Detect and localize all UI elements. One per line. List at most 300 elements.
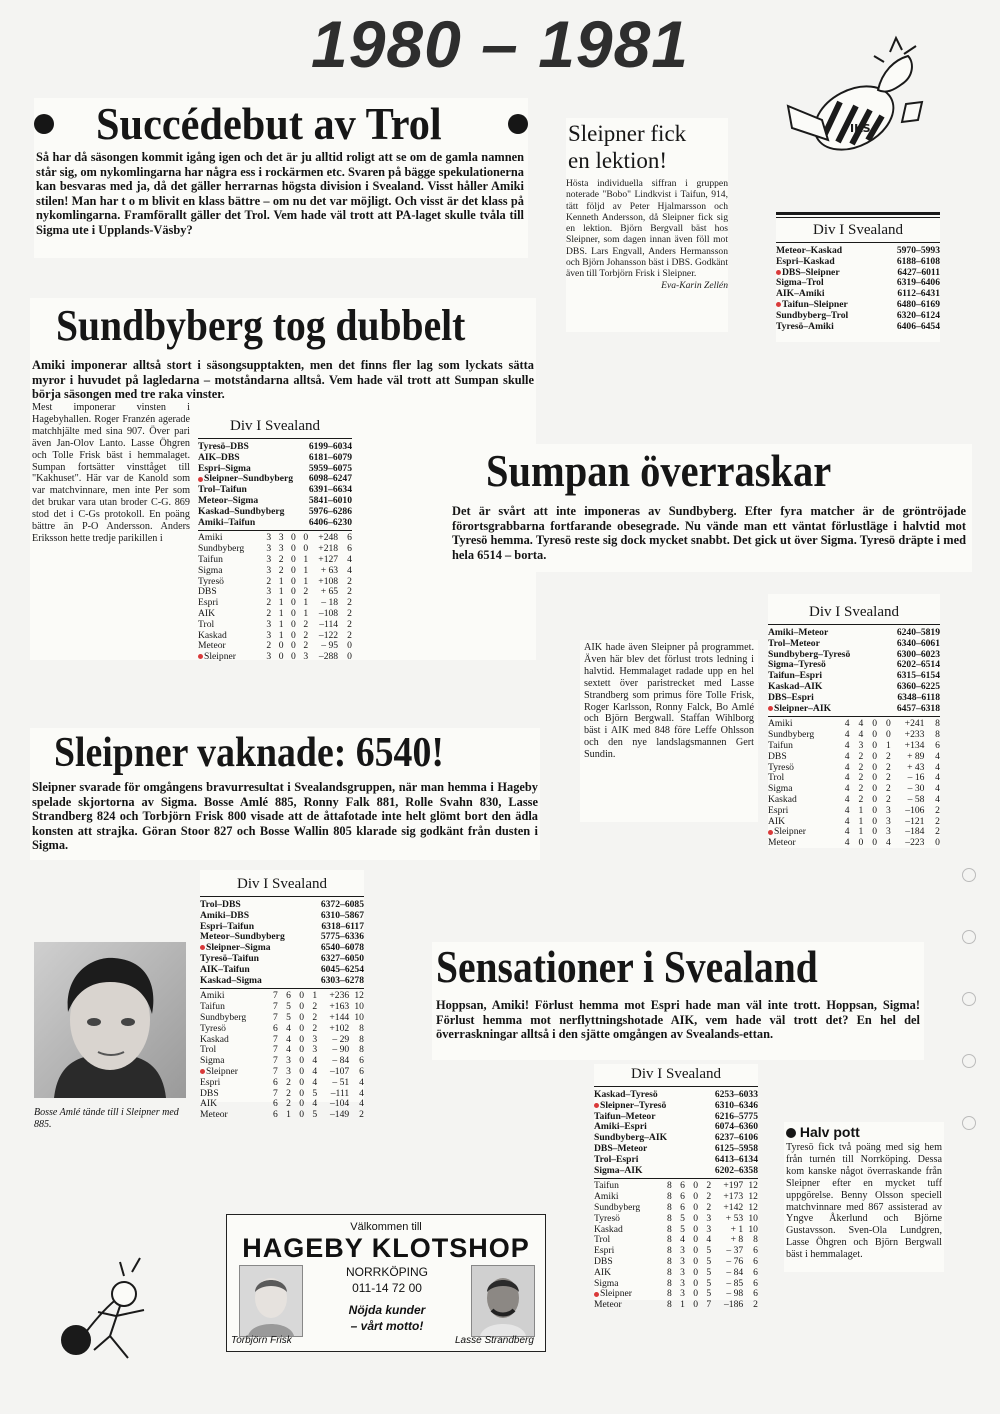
difference: –106 bbox=[905, 804, 925, 816]
match-score: 6457–6318 bbox=[896, 702, 940, 714]
team-name: Espri bbox=[768, 804, 789, 816]
cartoon-runner bbox=[40, 1254, 180, 1374]
team-name: Trol bbox=[200, 1044, 217, 1056]
lost: 3 bbox=[303, 651, 309, 663]
drawn: 0 bbox=[872, 750, 877, 762]
marker-dot bbox=[200, 945, 205, 950]
points: 6 bbox=[753, 1255, 758, 1267]
match-row bbox=[776, 322, 940, 333]
points: 2 bbox=[347, 586, 352, 598]
lost: 2 bbox=[706, 1201, 712, 1213]
team-name: Espri bbox=[198, 597, 219, 609]
drawn: 0 bbox=[299, 1044, 305, 1056]
match-score: 6310–6346 bbox=[714, 1099, 758, 1111]
played: 3 bbox=[266, 586, 272, 598]
played: 7 bbox=[273, 1044, 278, 1056]
article-body: Tyresö fick två poäng med sig hem från turnén till Norrköping. Dessa kom kanske något överraskande från Sleipner efter en mycket tuff uppgörelse. Benny Olsson speciell matchvinnare med 867 assisterad av Yngve Åkerlund och Björne Gustavsson. Sven-Ola Lundgren, Lasse Öhgren och Björn Bergwall bäst i hemmalaget. bbox=[786, 1142, 942, 1261]
won: 0 bbox=[278, 651, 284, 663]
drawn: 0 bbox=[693, 1299, 699, 1311]
lost: 5 bbox=[706, 1288, 712, 1300]
standings-row bbox=[594, 1300, 758, 1311]
match-teams: Taifun–Espri bbox=[768, 670, 823, 682]
binder-holes bbox=[962, 868, 976, 1128]
difference: + 1 bbox=[730, 1223, 744, 1235]
lost: 2 bbox=[706, 1180, 712, 1192]
drawn: 0 bbox=[291, 564, 296, 576]
article-succedebut bbox=[34, 98, 528, 258]
lost: 4 bbox=[706, 1234, 712, 1246]
played: 4 bbox=[844, 729, 850, 741]
table-div1-round-b bbox=[198, 412, 352, 663]
points: 4 bbox=[935, 761, 940, 773]
lost: 2 bbox=[885, 761, 891, 773]
standings-row bbox=[594, 1268, 758, 1279]
article-lead: Amiki imponerar alltså stort i säsongsupptakten, men det finns fler lag som lyckats sätta myror i huvudet på lagledarna – motståndarna alltså. Vem hade väl trott att Sumpan skulle börja säsongen med tre raka vinster. bbox=[32, 358, 534, 402]
lost: 2 bbox=[303, 618, 309, 630]
points: 2 bbox=[935, 804, 940, 816]
match-row bbox=[594, 1166, 758, 1177]
table-div1-round-d bbox=[200, 870, 364, 1121]
drawn: 0 bbox=[872, 804, 877, 816]
lost: 3 bbox=[885, 804, 891, 816]
match-score: 6406–6454 bbox=[896, 320, 940, 332]
marker-dot bbox=[200, 1069, 205, 1074]
difference: +142 bbox=[723, 1201, 744, 1213]
drawn: 0 bbox=[872, 783, 877, 795]
played: 3 bbox=[266, 629, 272, 641]
match-list bbox=[200, 900, 364, 986]
drawn: 0 bbox=[693, 1191, 699, 1203]
match-teams: Kaskad–AIK bbox=[768, 680, 823, 692]
points: 6 bbox=[753, 1288, 758, 1300]
drawn: 0 bbox=[291, 575, 296, 587]
played: 8 bbox=[667, 1180, 672, 1192]
difference: – 84 bbox=[726, 1266, 744, 1278]
match-score: 6181–6079 bbox=[308, 451, 352, 463]
lost: 3 bbox=[885, 815, 891, 827]
match-teams: Sundbyberg–Trol bbox=[776, 309, 849, 321]
points: 6 bbox=[935, 739, 940, 751]
team-name: AIK bbox=[198, 607, 216, 619]
lost: 2 bbox=[885, 793, 891, 805]
won: 1 bbox=[278, 575, 284, 587]
won: 5 bbox=[286, 1011, 291, 1023]
lost: 5 bbox=[706, 1266, 712, 1278]
points: 2 bbox=[359, 1109, 364, 1121]
article-sumpan bbox=[446, 444, 972, 572]
difference: –114 bbox=[319, 618, 339, 630]
standings-row bbox=[200, 1024, 364, 1035]
team-name: Sleipner bbox=[198, 652, 263, 663]
won: 1 bbox=[278, 586, 284, 598]
played: 3 bbox=[266, 543, 272, 555]
difference: +248 bbox=[318, 532, 339, 544]
drawn: 0 bbox=[693, 1223, 699, 1235]
mascot-drawing bbox=[782, 32, 930, 160]
difference: –149 bbox=[330, 1109, 350, 1121]
team-name: Meteor bbox=[594, 1299, 622, 1311]
ad-city: NORRKÖPING bbox=[345, 1265, 428, 1279]
won: 1 bbox=[278, 597, 284, 609]
played: 7 bbox=[273, 1055, 278, 1067]
difference: –104 bbox=[330, 1098, 350, 1110]
played: 2 bbox=[266, 597, 272, 609]
played: 8 bbox=[667, 1299, 672, 1311]
difference: – 51 bbox=[332, 1076, 350, 1088]
match-score: 6391–6634 bbox=[308, 484, 352, 496]
difference: – 98 bbox=[726, 1288, 744, 1300]
match-teams: Sigma–Tyresö bbox=[768, 659, 826, 671]
played: 4 bbox=[844, 750, 850, 762]
match-teams: Sleipner–Sundbyberg bbox=[198, 474, 293, 485]
match-teams: Taifun–Meteor bbox=[594, 1110, 656, 1122]
lost: 2 bbox=[885, 783, 891, 795]
team-name: Espri bbox=[594, 1245, 615, 1257]
points: 8 bbox=[935, 729, 940, 741]
points: 4 bbox=[935, 793, 940, 805]
match-score: 6125–5958 bbox=[714, 1142, 758, 1154]
drawn: 0 bbox=[291, 586, 296, 598]
match-teams: Kaskad–Sundbyberg bbox=[198, 505, 285, 517]
played: 8 bbox=[667, 1234, 672, 1246]
match-teams: Trol–DBS bbox=[200, 899, 241, 910]
team-name: AIK bbox=[200, 1098, 218, 1110]
won: 1 bbox=[286, 1109, 291, 1121]
team-name: Sleipner bbox=[594, 1289, 663, 1300]
won: 0 bbox=[278, 640, 284, 652]
article-body: Det är svårt att inte imponeras av Sundbyberg. Efter fyra matcher är de gröntröjade förortsgrabbarna fortfarande obesegrade. Nu vände man ett väntat förlustläge i halvtid mot Tyresö hemma. Tyresö reste sig dock mycket snabbt. Det gick ut över Sigma. Tyresö dräpte i med hela 6514 – borta. bbox=[452, 504, 966, 562]
lost: 2 bbox=[885, 772, 891, 784]
difference: –121 bbox=[905, 815, 925, 827]
team-name: Sleipner bbox=[200, 1067, 269, 1078]
lost: 4 bbox=[312, 1076, 318, 1088]
played: 6 bbox=[273, 1076, 278, 1088]
match-score: 6202–6514 bbox=[896, 659, 940, 671]
match-list bbox=[594, 1090, 758, 1176]
drawn: 0 bbox=[872, 837, 877, 849]
won: 3 bbox=[680, 1245, 685, 1257]
lost: 1 bbox=[303, 553, 309, 565]
standings-list bbox=[594, 1181, 758, 1311]
match-score: 5976–6286 bbox=[308, 505, 352, 517]
hole bbox=[962, 1116, 976, 1130]
drawn: 0 bbox=[299, 1001, 305, 1013]
team-name: AIK bbox=[768, 815, 786, 827]
match-score: 6240–5819 bbox=[896, 627, 940, 638]
match-teams: DBS–Sleipner bbox=[776, 268, 840, 279]
lost: 1 bbox=[885, 739, 891, 751]
points: 12 bbox=[354, 990, 364, 1002]
lost: 5 bbox=[706, 1245, 712, 1257]
standings-row bbox=[768, 838, 940, 849]
lost: 2 bbox=[312, 1022, 318, 1034]
drawn: 0 bbox=[291, 543, 296, 555]
match-score: 6320–6124 bbox=[896, 309, 940, 321]
played: 3 bbox=[266, 553, 272, 565]
drawn: 0 bbox=[693, 1245, 699, 1257]
difference: – 58 bbox=[907, 793, 925, 805]
match-score: 5841–6010 bbox=[308, 494, 352, 506]
lost: 2 bbox=[312, 1011, 318, 1023]
difference: –111 bbox=[330, 1087, 350, 1099]
played: 8 bbox=[667, 1277, 672, 1289]
drawn: 0 bbox=[291, 553, 296, 565]
team-name: Amiki bbox=[594, 1191, 619, 1203]
lost: 3 bbox=[706, 1223, 712, 1235]
lost: 2 bbox=[303, 629, 309, 641]
hole bbox=[962, 1054, 976, 1068]
lost: 4 bbox=[885, 837, 891, 849]
match-score: 6406–6230 bbox=[308, 516, 352, 528]
difference: –184 bbox=[905, 826, 925, 838]
difference: + 65 bbox=[320, 586, 339, 598]
difference: +127 bbox=[318, 553, 339, 565]
match-score: 6045–6254 bbox=[320, 963, 364, 975]
match-score: 6253–6033 bbox=[714, 1089, 758, 1100]
article-sleipner-vaknade bbox=[30, 728, 540, 860]
drawn: 0 bbox=[291, 640, 296, 652]
drawn: 0 bbox=[299, 1087, 305, 1099]
won: 3 bbox=[680, 1255, 685, 1267]
article-halv-pott bbox=[784, 1122, 944, 1272]
played: 7 bbox=[273, 1033, 278, 1045]
match-teams: Sleipner–Tyresö bbox=[594, 1101, 666, 1112]
points: 6 bbox=[347, 543, 352, 555]
lost: 3 bbox=[885, 826, 891, 838]
headline: Sundbyberg tog dubbelt bbox=[56, 301, 466, 350]
played: 4 bbox=[844, 837, 850, 849]
difference: +236 bbox=[329, 990, 350, 1002]
mascot-text: IKS bbox=[850, 122, 871, 135]
team-name: Trol bbox=[198, 618, 215, 630]
drawn: 0 bbox=[693, 1180, 699, 1192]
points: 4 bbox=[359, 1076, 364, 1088]
lost: 5 bbox=[312, 1109, 318, 1121]
team-name: Kaskad bbox=[200, 1033, 229, 1045]
match-score: 6360–6225 bbox=[896, 680, 940, 692]
lost: 1 bbox=[303, 597, 309, 609]
played: 7 bbox=[273, 1001, 278, 1013]
table-title: Div I Svealand bbox=[237, 876, 327, 892]
match-score: 5775–6336 bbox=[320, 931, 364, 943]
match-row bbox=[768, 704, 940, 715]
points: 6 bbox=[753, 1266, 758, 1278]
portrait-photo bbox=[472, 1266, 534, 1336]
points: 8 bbox=[935, 718, 940, 730]
won: 2 bbox=[858, 772, 864, 784]
difference: – 76 bbox=[726, 1255, 744, 1267]
team-name: DBS bbox=[768, 750, 787, 762]
ad-slogan-line-1: Nöjda kunder bbox=[348, 1303, 426, 1317]
match-teams: DBS–Espri bbox=[768, 691, 814, 703]
lost: 4 bbox=[312, 1098, 318, 1110]
match-score: 6237–6106 bbox=[714, 1132, 758, 1144]
difference: –122 bbox=[318, 629, 339, 641]
match-teams: Sleipner–AIK bbox=[768, 704, 831, 715]
headline: Succédebut av Trol bbox=[96, 98, 442, 149]
difference: –288 bbox=[318, 651, 339, 663]
lost: 1 bbox=[312, 990, 318, 1002]
won: 4 bbox=[286, 1033, 291, 1045]
won: 6 bbox=[286, 990, 291, 1002]
marker-dot bbox=[768, 830, 773, 835]
article-body: Mest imponerar vinsten i Hagebyhallen. Roger Franzén agerade matchhjälte med sina 907. Över pari även Jan-Olov Lanto. Lasse Öhgren och Tolle Frisk bäst i hemmalaget. Sumpan fortsätter vinsttåget till "Kakhuset". Här var de Kanold som var matchvinnare, men inte Per som det brukar vara utan broder C-G. 869 stod det i C-Gs protokoll. En poäng bättre än P-O Andersson. Anders Eriksson hette tredje parikillen i bbox=[32, 402, 190, 544]
won: 1 bbox=[858, 815, 864, 827]
match-teams: AIK–Amiki bbox=[776, 288, 825, 300]
points: 10 bbox=[354, 1011, 364, 1023]
ad-caption-right: Lasse Strandberg bbox=[455, 1335, 534, 1346]
article-sensationer bbox=[432, 942, 924, 1060]
match-row bbox=[200, 911, 364, 922]
match-teams: Meteor–Kaskad bbox=[776, 245, 843, 256]
points: 2 bbox=[347, 575, 352, 587]
lost: 0 bbox=[303, 543, 309, 555]
match-score: 6480–6169 bbox=[896, 298, 940, 310]
match-teams: Amiki–Meteor bbox=[768, 627, 829, 638]
played: 7 bbox=[273, 1087, 278, 1099]
match-row bbox=[198, 453, 352, 464]
drawn: 0 bbox=[299, 1022, 305, 1034]
lost: 1 bbox=[303, 575, 309, 587]
match-row bbox=[768, 693, 940, 704]
match-row bbox=[594, 1101, 758, 1112]
difference: –108 bbox=[318, 607, 339, 619]
bullet-icon bbox=[34, 114, 54, 134]
played: 2 bbox=[266, 575, 272, 587]
played: 8 bbox=[667, 1266, 672, 1278]
standings-row bbox=[768, 806, 940, 817]
won: 2 bbox=[286, 1098, 291, 1110]
hole bbox=[962, 868, 976, 882]
drawn: 0 bbox=[299, 990, 305, 1002]
marker-dot bbox=[198, 654, 203, 659]
played: 2 bbox=[266, 640, 272, 652]
match-score: 6315–6154 bbox=[896, 670, 940, 682]
match-teams: AIK–Taifun bbox=[200, 963, 250, 975]
difference: + 43 bbox=[907, 761, 925, 773]
match-teams: Tyresö–Taifun bbox=[200, 952, 259, 964]
lost: 3 bbox=[312, 1033, 318, 1045]
match-score: 6540–6078 bbox=[320, 942, 364, 954]
difference: + 53 bbox=[725, 1212, 744, 1224]
match-score: 6319–6406 bbox=[896, 277, 940, 289]
match-list bbox=[776, 246, 940, 332]
team-name: Trol bbox=[594, 1234, 611, 1246]
difference: – 16 bbox=[907, 772, 925, 784]
match-teams: Espri–Kaskad bbox=[776, 255, 835, 267]
played: 3 bbox=[266, 618, 272, 630]
points: 8 bbox=[359, 1033, 364, 1045]
match-score: 6372–6085 bbox=[320, 899, 364, 910]
won: 6 bbox=[680, 1191, 685, 1203]
drawn: 0 bbox=[299, 1065, 305, 1077]
team-name: Sigma bbox=[594, 1277, 619, 1289]
team-name: Meteor bbox=[198, 640, 226, 652]
drawn: 0 bbox=[872, 793, 877, 805]
drawn: 0 bbox=[299, 1076, 305, 1088]
match-list bbox=[768, 628, 940, 714]
photo-bosse-amle bbox=[34, 942, 186, 1130]
points: 2 bbox=[753, 1299, 758, 1311]
won: 3 bbox=[278, 543, 284, 555]
won: 1 bbox=[858, 826, 864, 838]
table-div1-round-e bbox=[594, 1064, 758, 1311]
lost: 1 bbox=[303, 607, 309, 619]
match-score: 6188–6108 bbox=[896, 255, 940, 267]
points: 2 bbox=[347, 618, 352, 630]
match-teams: Sleipner–Sigma bbox=[200, 943, 271, 954]
headline-text: Halv pott bbox=[799, 1124, 860, 1140]
match-teams: Taifun–Sleipner bbox=[776, 300, 848, 311]
ad-welcome: Välkommen till bbox=[350, 1221, 422, 1233]
article-body: Sleipner svarade för omgångens bravurresultat i Svealandsgruppen, när man hemma i Hageby spelade skjortorna av Sigma. Bosse Amlé 885, Ronny Falk 881, Rolle Svahn 830, Lasse Strandberg 824 och Torbjörn Frisk 800 visade att de åttafotade inte helt glömt bort den ädla konsten att strajka. Göran Stoor 827 och Bosse Wallin 805 klarade sig godkänt från dusten i Sigma. bbox=[32, 780, 538, 853]
ad-photo-left bbox=[239, 1265, 303, 1337]
points: 10 bbox=[748, 1223, 758, 1235]
ad-photo-right bbox=[471, 1265, 535, 1337]
lost: 5 bbox=[706, 1255, 712, 1267]
match-teams: Kaskad–Tyresö bbox=[594, 1089, 658, 1100]
played: 8 bbox=[667, 1288, 672, 1300]
points: 2 bbox=[347, 597, 352, 609]
won: 2 bbox=[858, 793, 864, 805]
ad-phone: 011-14 72 00 bbox=[352, 1281, 422, 1295]
won: 3 bbox=[858, 739, 864, 751]
difference: + 63 bbox=[320, 564, 339, 576]
points: 2 bbox=[347, 607, 352, 619]
lost: 2 bbox=[706, 1191, 712, 1203]
match-teams: Kaskad–Sigma bbox=[200, 974, 262, 986]
team-name: Amiki bbox=[198, 532, 223, 544]
drawn: 0 bbox=[299, 1109, 305, 1121]
won: 6 bbox=[680, 1201, 685, 1213]
won: 4 bbox=[286, 1022, 291, 1034]
portrait-photo bbox=[240, 1266, 302, 1336]
match-teams: Tyresö–Amiki bbox=[776, 320, 834, 332]
lost: 5 bbox=[706, 1277, 712, 1289]
match-list bbox=[198, 442, 352, 528]
match-teams: Sundbyberg–AIK bbox=[594, 1132, 668, 1144]
played: 7 bbox=[273, 990, 278, 1002]
points: 2 bbox=[935, 815, 940, 827]
team-name: Trol bbox=[768, 772, 785, 784]
played: 8 bbox=[667, 1191, 672, 1203]
played: 8 bbox=[667, 1223, 672, 1235]
drawn: 0 bbox=[693, 1201, 699, 1213]
played: 4 bbox=[844, 815, 850, 827]
drawn: 0 bbox=[299, 1011, 305, 1023]
played: 7 bbox=[273, 1011, 278, 1023]
difference: +197 bbox=[723, 1180, 744, 1192]
difference: –186 bbox=[724, 1299, 744, 1311]
article-body: Så har då säsongen kommit igång igen och det är ju alltid roligt att se om de gamla namnen står sig, om nykomlingarna har några ess i rockärmen etc. Svaren på bägge spekulationerna kan besvaras med ja, då det gäller herrarnas högsta division i Svealand. Visst håller Amiki stilen! Man har t o m blivit en klass bättre – om nu det var möjligt. Och visst är det klass på nykomlingarna. Framförallt gäller det Trol. Vem hade väl trott att PA-laget skulle tvåla till Sigma ute i Upplands-Väsby? bbox=[36, 150, 524, 237]
team-name: Tyresö bbox=[768, 761, 794, 773]
bullet-icon bbox=[786, 1128, 796, 1138]
article-body: AIK hade även Sleipner på programmet. Även här blev det förlust trots ledning i halvtid. Hemmalaget radade upp en hel sextett över paristrecket med Lasse Strandberg som primus före Tolle Frisk, Roger Karlsson, Ronny Falck, Bo Amlé och Björn Bergwall. Staffan Wihlborg bäst i AIK med 848 före Leffe Ohlsson och den nye landslagsmannen Gert Sundin. bbox=[584, 642, 754, 761]
drawn: 0 bbox=[291, 607, 296, 619]
match-teams: AIK–DBS bbox=[198, 451, 240, 463]
match-row bbox=[200, 965, 364, 976]
difference: +102 bbox=[329, 1022, 350, 1034]
team-name: Amiki bbox=[768, 718, 793, 730]
points: 6 bbox=[359, 1055, 364, 1067]
won: 4 bbox=[858, 729, 864, 741]
points: 12 bbox=[748, 1180, 758, 1192]
match-score: 6340–6061 bbox=[896, 637, 940, 649]
won: 4 bbox=[680, 1234, 685, 1246]
table-title: Div I Svealand bbox=[631, 1066, 721, 1082]
difference: +134 bbox=[904, 739, 925, 751]
headline bbox=[786, 1124, 944, 1140]
